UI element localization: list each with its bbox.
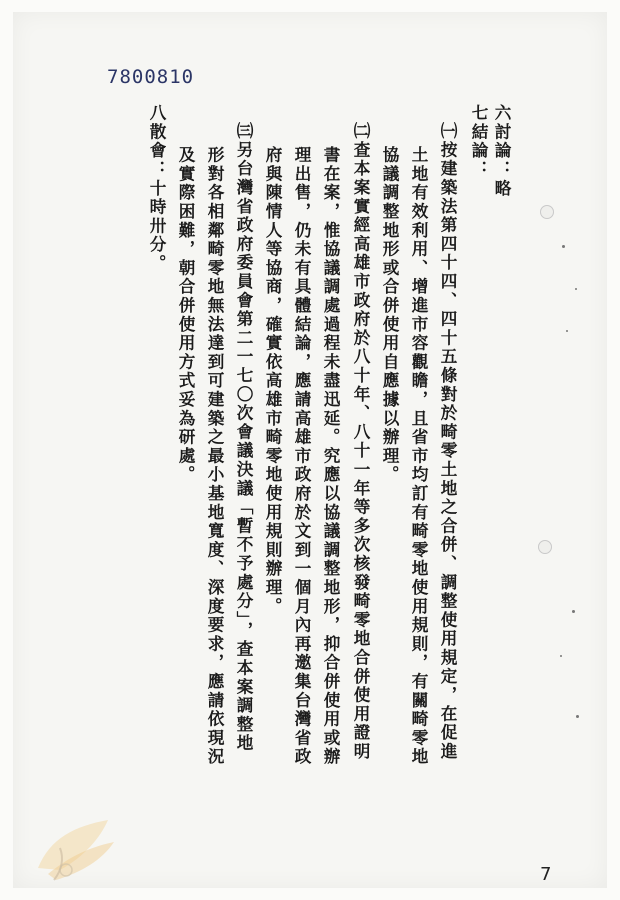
text-column-12: 及實際困難，朝合併使用方式妥為研處。 (176, 146, 196, 485)
text-column-7: 書在案，惟協議調處過程未盡迅延。究應以協議調整地形，抑合併使用或辦 (321, 146, 341, 767)
document-number: 7800810 (107, 66, 195, 88)
binder-hole (540, 205, 554, 219)
text-column-4: 土地有效利用、增進市容觀瞻，且省市均訂有畸零地使用規則，有關畸零地 (409, 146, 429, 767)
text-column-11: 形對各相鄰畸零地無法達到可建築之最小基地寬度、深度要求，應請依現況 (205, 146, 225, 767)
scan-speck (560, 655, 562, 657)
text-column-8: 理出售，仍未有具體結論，應請高雄市政府於文到一個月內再邀集台灣省政 (292, 146, 312, 767)
scan-speck (562, 245, 565, 248)
scan-speck (572, 610, 575, 613)
text-column-6: ㈡查本案實經高雄市政府於八十年、八十一年等多次核發畸零地合併使用證明 (351, 122, 371, 762)
text-column-1: 六討論：略 (492, 104, 512, 198)
page-number: 7 (540, 864, 552, 885)
binder-hole (538, 540, 552, 554)
text-column-10: ㈢另台灣省政府委員會第二一七〇次會議決議「暫不予處分」，查本案調整地 (234, 122, 254, 753)
text-column-5: 協議調整地形或合併使用自應據以辦理。 (380, 146, 400, 485)
text-column-2: 七結論： (469, 104, 489, 180)
scan-speck (566, 330, 568, 332)
scan-speck (575, 288, 577, 290)
text-column-13: 八散會：十時卅分。 (147, 104, 167, 274)
watermark-logo-icon (30, 808, 120, 888)
text-column-3: ㈠按建築法第四十四、四十五條對於畸零土地之合併、調整使用規定，在促進 (438, 122, 458, 762)
scan-speck (576, 715, 579, 718)
text-column-9: 府與陳情人等協商，確實依高雄市畸零地使用規則辦理。 (263, 146, 283, 616)
